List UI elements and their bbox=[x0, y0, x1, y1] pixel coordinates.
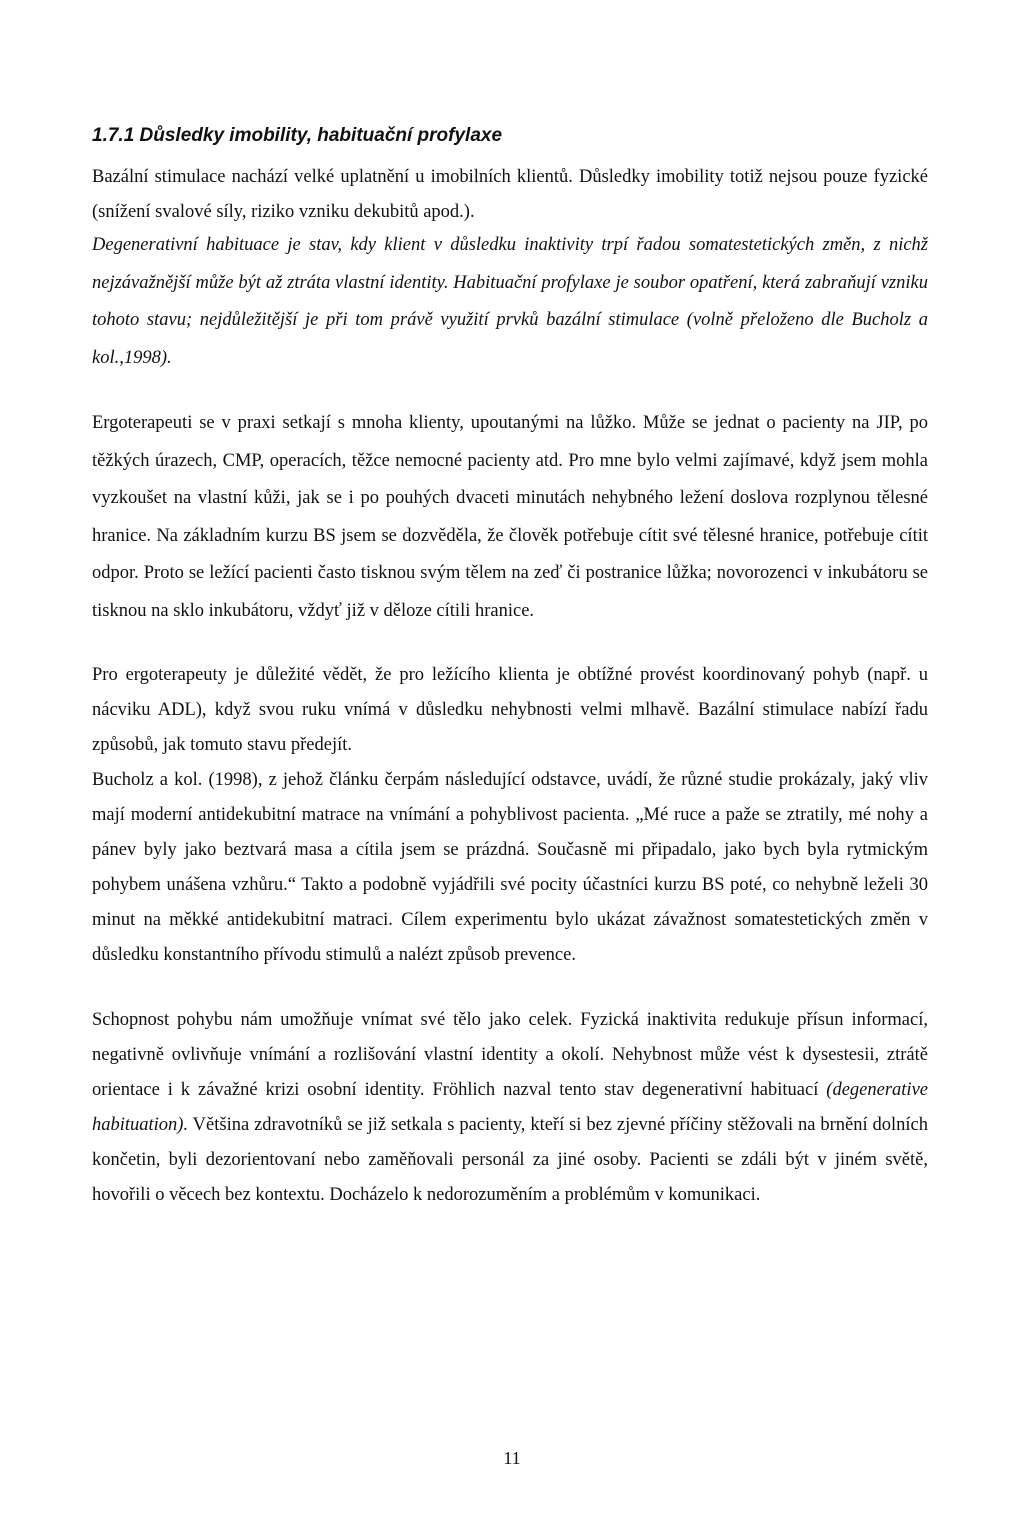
paragraph-bucholz: Bucholz a kol. (1998), z jehož článku čerpám následující odstavce, uvádí, že různé studie prokázaly, jaký vliv mají moderní antidekubitní matrace na vnímání a pohyblivost pacienta. „Mé ruce a paže se ztratily, mé nohy a pánev byly jako beztvará masa a cítila jsem se prázdná. Současně mi připadalo, jako bych byla rytmickým pohybem unášena vzhůru.“ Takto a podobně vyjádřili své pocity účastníci kurzu BS poté, co nehybně leželi 30 minut na měkké antidekubitní matraci. Cílem experimentu bylo ukázat závažnost somatestetických změn v důsledku konstantního přívodu stimulů a nalézt způsob prevence. bbox=[92, 770, 928, 965]
paragraph-text-before: Schopnost pohybu nám umožňuje vnímat své tělo jako celek. Fyzická inaktivita redukuje přísun informací, negativně ovlivňuje vnímání a rozlišování vlastní identity a okolí. Nehybnost může vést k dysestesii, ztrátě orientace i k závažné krizi osobní identity. Fröhlich nazval tento stav degenerativní habituací bbox=[92, 1010, 928, 1100]
paragraph-schopnost-pohybu bbox=[92, 1003, 928, 1213]
page-number: 11 bbox=[503, 1448, 521, 1468]
document-page bbox=[92, 122, 928, 1213]
italic-term: (degenerative habituation). bbox=[92, 1080, 928, 1135]
paragraph-text-after: Většina zdravotníků se již setkala s pacienty, kteří si bez zjevné příčiny stěžovali na brnění dolních končetin, byli dezorientovaní nebo zaměňovali personál za jiné osoby. Pacienti se zdáli být v jiném světě, hovořili o věcech bez kontextu. Docházelo k nedorozuměním a problémům v komunikaci. bbox=[92, 1115, 928, 1205]
intro-paragraph: Bazální stimulace nachází velké uplatnění u imobilních klientů. Důsledky imobility totiž nejsou pouze fyzické (snížení svalové síly, riziko vzniku dekubitů apod.). bbox=[92, 167, 928, 222]
italic-paragraph: Degenerativní habituace je stav, kdy klient v důsledku inaktivity trpí řadou somatestetických změn, z nichž nejzávažnější může být až ztráta vlastní identity. Habituační profylaxe je soubor opatření, která zabraňují vzniku tohoto stavu; nejdůležitější je při tom právě využití prvků bazální stimulace (volně přeloženo dle Bucholz a kol.,1998). bbox=[92, 235, 928, 368]
paragraph-ergoterapeuti: Ergoterapeuti se v praxi setkají s mnoha klienty, upoutanými na lůžko. Může se jednat o pacienty na JIP, po těžkých úrazech, CMP, operacích, těžce nemocné pacienty atd. Pro mne bylo velmi zajímavé, když jsem mohla vyzkoušet na vlastní kůži, jak se i po pouhých dvaceti minutách nehybného ležení doslova rozplynou tělesné hranice. Na základním kurzu BS jsem se dozvěděla, že člověk potřebuje cítit své tělesné hranice, potřebuje cítit odpor. Proto se ležící pacienti často tisknou svým tělem na zeď či postranice lůžka; novorozenci v inkubátoru se tisknou na sklo inkubátoru, vždyť již v děloze cítili hranice. bbox=[92, 413, 928, 621]
paragraph-koordinace: Pro ergoterapeuty je důležité vědět, že pro ležícího klienta je obtížné provést koordinovaný pohyb (např. u nácviku ADL), když svou ruku vnímá v důsledku nehybnosti velmi mlhavě. Bazální stimulace nabízí řadu způsobů, jak tomuto stavu předejít. bbox=[92, 665, 928, 755]
section-heading: 1.7.1 Důsledky imobility, habituační profylaxe bbox=[92, 125, 503, 146]
